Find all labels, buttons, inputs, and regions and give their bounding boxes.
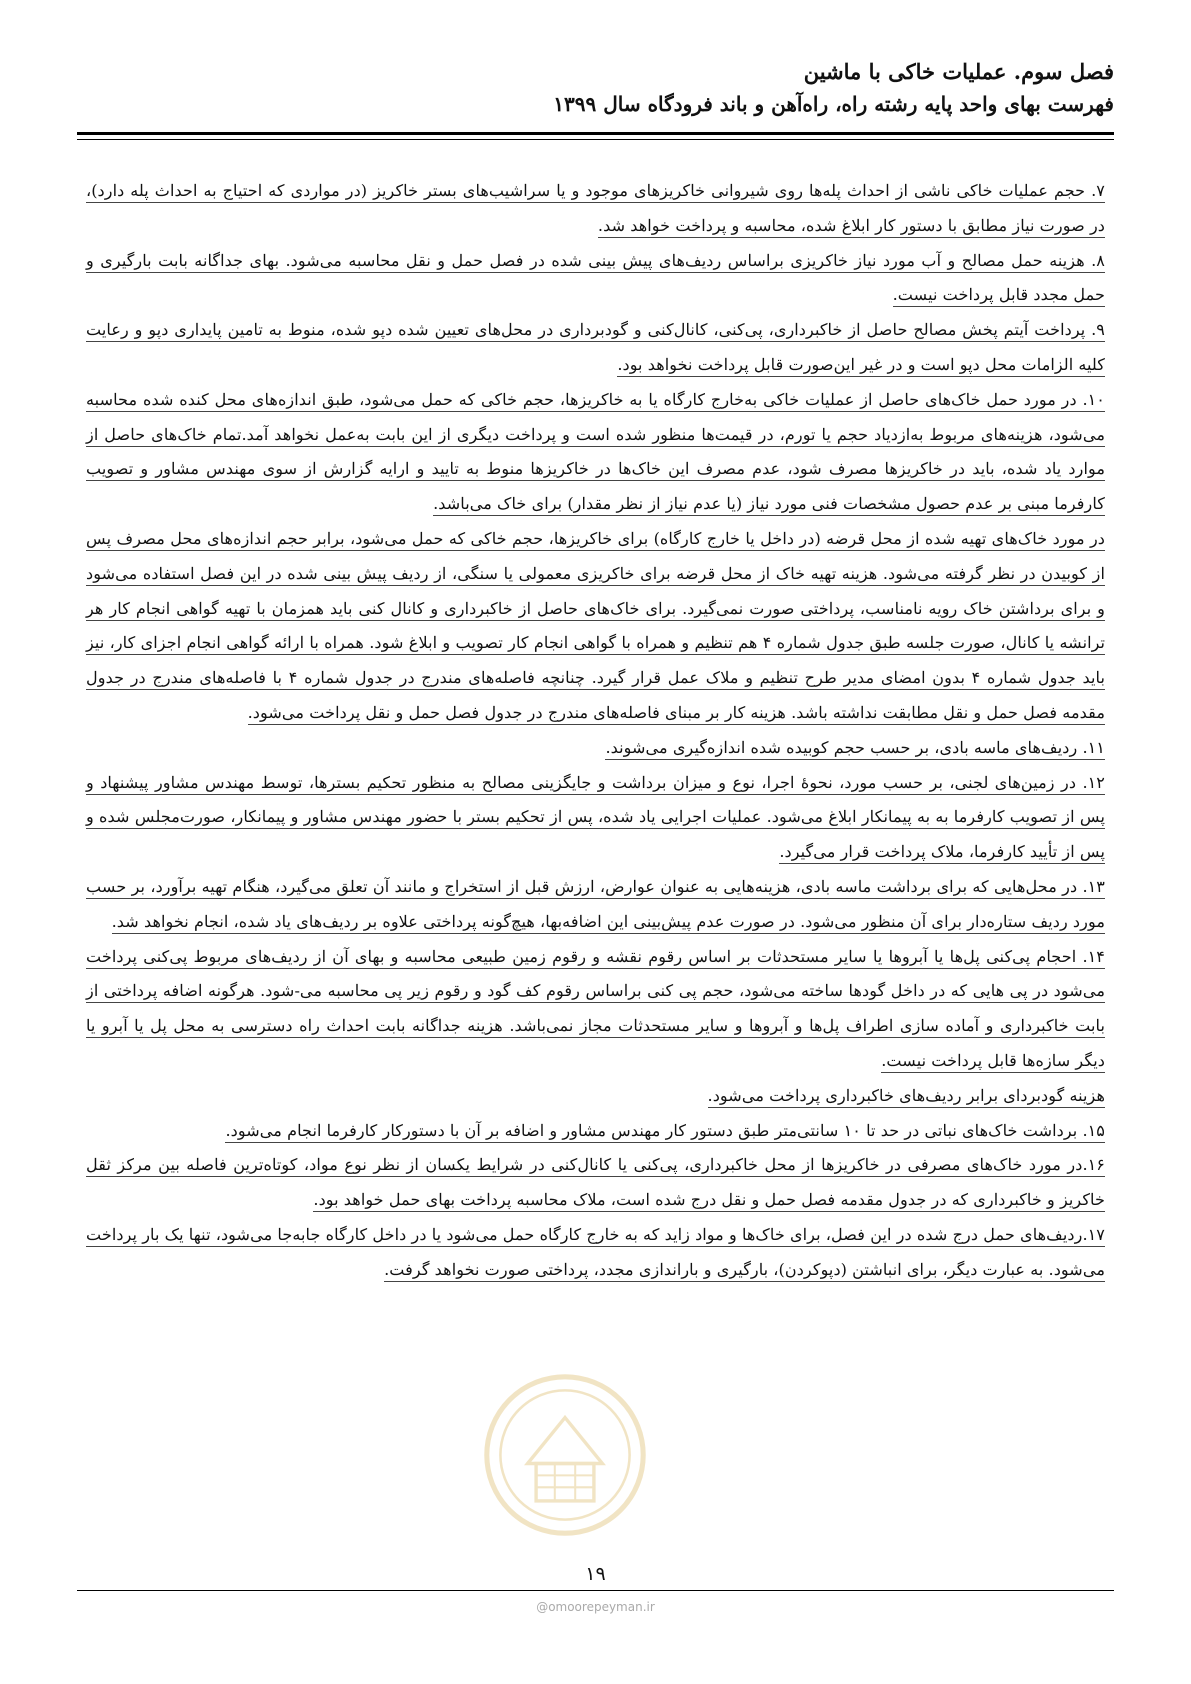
header-rule-thick [77,132,1114,135]
website-watermark: @omoorepeyman.ir [536,1600,655,1614]
paragraph-excavation-cost: هزینه گودبردای برابر ردیف‌های خاکبرداری پرداخت می‌شود. [86,1079,1105,1114]
chapter-title: فصل سوم. عملیات خاکی با ماشین [803,59,1114,84]
footer-rule [77,1590,1114,1591]
page-number: ۱۹ [585,1563,606,1585]
paragraph-10: ۱۰. در مورد حمل خاک‌های حاصل از عملیات خاکی به‌خارج کارگاه یا به خاکریزها، حجم خاکی که حمل می‌شود، طبق اندازه‌های محل کنده شده محاسبه می‌شود، هزینه‌های مربوط به‌ازدیاد حجم یا تورم، در قیمت‌ها منظور شده است و پرداخت دیگری از این بابت به‌عمل نخواهد آمد.تمام خاک‌های حاصل از موارد یاد شده، باید در خاکریزها مصرف شود، عدم مصرف این خاک‌ها در خاکریزها منوط به تایید و ارایه گزارش از سوی مهندس مشاور و تصویب کارفرما مبنی بر عدم حصول مشخصات فنی مورد نیاز (یا عدم نیاز از نظر مقدار) برای خاک می‌باشد. [86,383,1105,522]
paragraph-12: ۱۲. در زمین‌های لجنی، بر حسب مورد، نحوهٔ اجرا، نوع و میزان برداشت و جایگزینی مصالح به منظور تحکیم بسترها، توسط مهندس مشاور پیشنهاد و پس از تصویب کارفرما به به پیمانکار ابلاغ می‌شود. عملیات اجرایی یاد شده، پس از تحکیم بستر با حضور مهندس مشاور و پیمانکار، صورت‌مجلس شده و پس از تأیید کارفرما، ملاک پرداخت قرار می‌گیرد. [86,766,1105,870]
paragraph-borrow-pit: در مورد خاک‌های تهیه شده از محل قرضه (در داخل یا خارج کارگاه) برای خاکریزها، حجم خاکی که حمل می‌شود، برابر حجم اندازه‌های محل مصرف پس از کوبیدن در نظر گرفته می‌شود. هزینه تهیه خاک از محل قرضه برای خاکریزی معمولی یا سنگی، از ردیف پیش بینی شده در این فصل استفاده می‌شود و برای برداشتن خاک رویه نامناسب، پرداختی صورت نمی‌گیرد. برای خاک‌های حاصل از خاکبرداری و کانال کنی باید همزمان با تهیه گواهی انجام کار هر ترانشه یا کانال، صورت جلسه طبق جدول شماره ۴ هم تنظیم و همراه با گواهی انجام کار تصویب و ابلاغ شود. همراه با ارائه گواهی انجام اجزای کار، نیز باید جدول شماره ۴ بدون امضای مدیر طرح تنظیم و ملاک عمل قرار گیرد. چنانچه فاصله‌های مندرج در جدول شماره ۴ با فاصله‌های مندرج در جدول مقدمه فصل حمل و نقل مطابقت نداشته باشد. هزینه کار بر مبنای فاصله‌های مندرج در جدول فصل حمل و نقل پرداخت می‌شود. [86,522,1105,731]
paragraph-13: ۱۳. در محل‌هایی که برای برداشت ماسه بادی، هزینه‌هایی به عنوان عوارض، ارزش قبل از استخراج و مانند آن تعلق می‌گیرد، هنگام تهیه برآورد، بر حسب مورد ردیف ستاره‌دار برای آن منظور می‌شود. در صورت عدم پیش‌بینی این اضافه‌بها، هیچ‌گونه پرداختی علاوه بر ردیف‌های یاد شده، انجام نخواهد شد. [86,870,1105,940]
body-text [86,174,1105,1288]
paragraph-9: ۹. پرداخت آیتم پخش مصالح حاصل از خاکبرداری، پی‌کنی، کانال‌کنی و گودبرداری در محل‌های تعیین شده دپو شده، منوط به تامین پایداری دپو و رعایت کلیه الزامات محل دپو است و در غیر این‌صورت قابل پرداخت نخواهد بود. [86,313,1105,383]
paragraph-17: ۱۷.ردیف‌های حمل درج شده در این فصل، برای خاک‌ها و مواد زاید که به خارج کارگاه حمل می‌شود یا در داخل کارگاه جابه‌جا می‌شود، تنها یک بار پرداخت می‌شود. به عبارت دیگر، برای انباشتن (دپوکردن)، بارگیری و باراندازی مجدد، پرداختی صورت نخواهد گرفت. [86,1218,1105,1288]
paragraph-11: ۱۱. ردیف‌های ماسه بادی، بر حسب حجم کوبیده شده اندازه‌گیری می‌شوند. [86,731,1105,766]
page-header [77,56,1114,120]
header-rule-thin [77,139,1114,140]
paragraph-15: ۱۵. برداشت خاک‌های نباتی در حد تا ۱۰ سانتی‌متر طبق دستور کار مهندس مشاور و اضافه بر آن با دستورکار کارفرما انجام می‌شود. [86,1114,1105,1149]
paragraph-16: ۱۶.در مورد خاک‌های مصرفی در خاکریزها از محل خاکبرداری، پی‌کنی یا کانال‌کنی در شرایط یکسان از نظر نوع مواد، کوتاه‌ترین فاصله بین مرکز ثقل خاکریز و خاکبرداری که در جدول مقدمه فصل حمل و نقل درج شده است، ملاک محاسبه پرداخت بهای حمل خواهد بود. [86,1148,1105,1218]
paragraph-7: ۷. حجم عملیات خاکی ناشی از احداث پله‌ها روی شیروانی خاکریزهای موجود و یا سراشیب‌های بستر خاکریز (در مواردی که احتیاج به احداث پله دارد)، در صورت نیاز مطابق با دستور کار ابلاغ شده، محاسبه و پرداخت خواهد شد. [86,174,1105,244]
paragraph-8: ۸. هزینه حمل مصالح و آب مورد نیاز خاکریزی براساس ردیف‌های پیش بینی شده در فصل حمل و نقل محاسبه می‌شود. بهای جداگانه بابت بارگیری و حمل مجدد قابل پرداخت نیست. [86,244,1105,314]
paragraph-14: ۱۴. احجام پی‌کنی پل‌ها یا آبروها یا سایر مستحدثات بر اساس رقوم نقشه و رقوم زمین طبیعی محاسبه و بهای آن از ردیف‌های مربوط پی‌کنی پرداخت می‌شود در پی هایی که در داخل گودها ساخته می‌شود، حجم پی کنی براساس رقوم کف گود و رقوم زیر پی محاسبه می-شود. هرگونه اضافه پرداختی از بابت خاکبرداری و آماده سازی اطراف پل‌ها و آبروها و سایر مستحدثات مجاز نمی‌باشد. هزینه جداگانه بابت احداث راه دسترسی به محل پل یا آبرو یا دیگر سازه‌ها قابل پرداخت نیست. [86,940,1105,1079]
price-list-title: فهرست بهای واحد پایه رشته راه، راه‌آهن و باند فرودگاه سال ۱۳۹۹ [553,92,1114,116]
publisher-seal-icon [480,1370,650,1540]
